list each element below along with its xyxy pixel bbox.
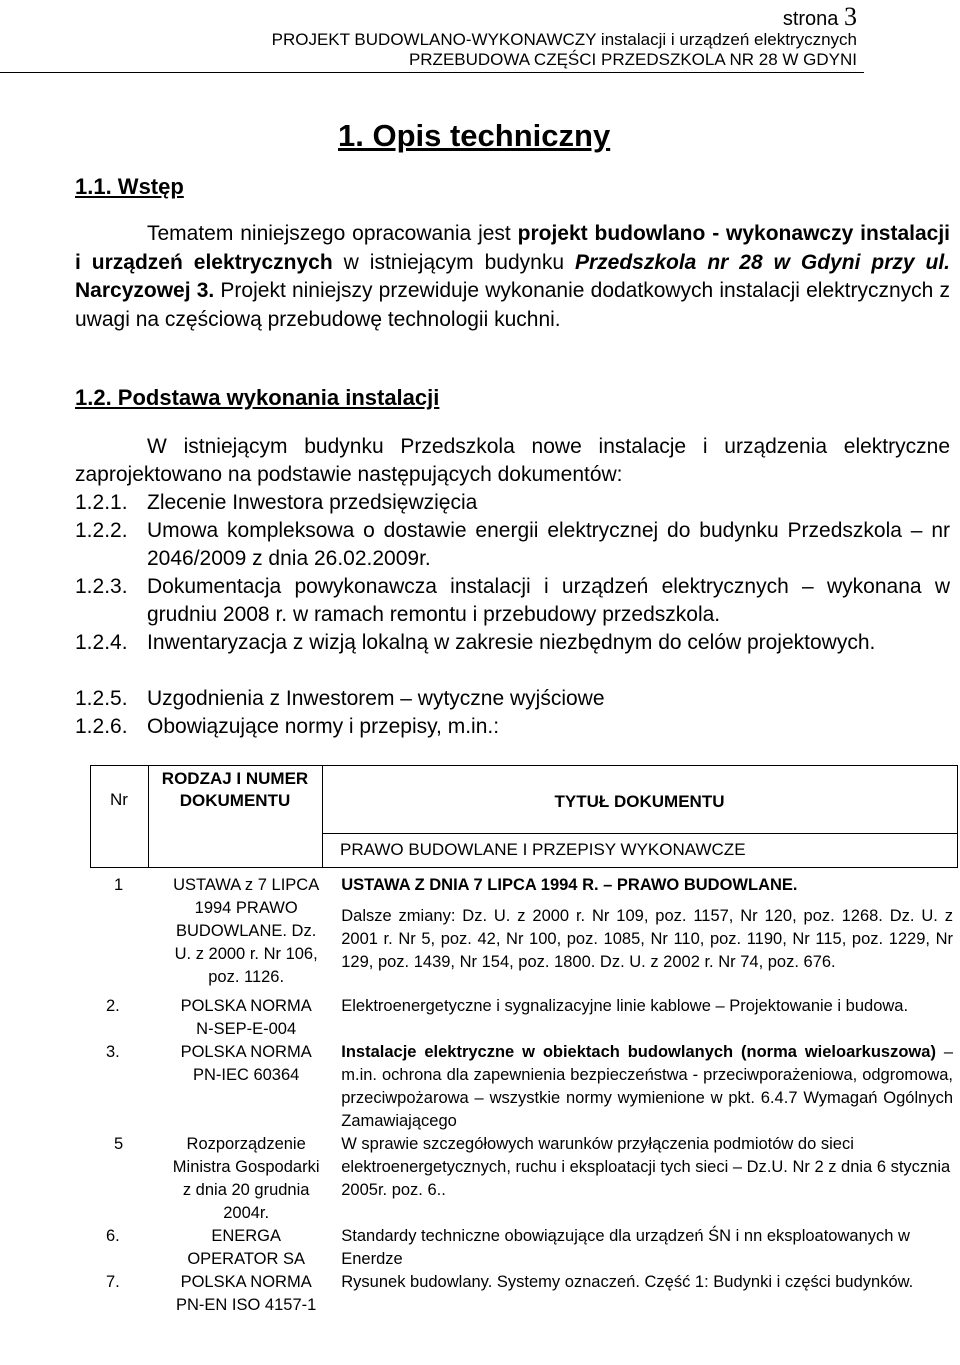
table-cell-kind: ENERGA OPERATOR SA [187,1227,305,1268]
table-row [90,1225,957,1271]
table-row [90,1133,957,1225]
list-item-text: Dokumentacja powykonawcza instalacji i urządzeń elektrycznych – wykonana w grudniu 2008 r. w ramach remontu i przebudowy przedszkola. [147,575,950,626]
table-border-left [90,765,91,867]
table-group-divider [322,833,957,834]
list-item-text: Umowa kompleksowa o dostawie energii elektrycznej do budynku Przedszkola – nr 2046/2009 z dnia 26.02.2009r. [147,519,950,570]
header-project-subtitle: PRZEBUDOWA CZĘŚCI PRZEDSZKOLA NR 28 W GDYNI [408,50,857,69]
page-number-value: 3 [844,2,857,31]
table-cell-title [325,874,957,995]
table-cell-nr: 3. [106,1043,120,1061]
header-project-title: PROJEKT BUDOWLANO-WYKONAWCZY instalacji i urządzeń elektrycznych [271,30,857,49]
list-item-number: 1.2.6. [75,715,128,738]
norms-table [90,874,957,1317]
table-col-divider [322,765,323,867]
page-number [783,2,857,32]
table-cell-title-bold: Instalacje elektryczne w obiektach budowlanych (norma wieloarkuszowa) [341,1043,936,1061]
table-header-divider [90,867,958,868]
table-group-label: PRAWO BUDOWLANE I PRZEPISY WYKONAWCZE [340,840,746,859]
table-cell-nr: 7. [106,1273,120,1291]
table-cell-title-text: Rysunek budowlany. Systemy oznaczeń. Część 1: Budynki i części budynków. [341,1273,914,1291]
table-border-top [90,765,958,766]
list-item-number: 1.2.3. [75,575,128,598]
list-item [75,517,950,573]
intro-text-bold-italic: Przedszkola nr 28 w Gdyni przy ul. [574,250,950,274]
intro-text-bold: projekt budowlano - wykonawczy instalacji i urządzeń elektrycznych [75,222,950,274]
table-header-title: TYTUŁ DOKUMENTU [554,792,725,811]
intro-text-bold-c: Narcyzowej 3. [75,279,215,302]
list-item-text: Obowiązujące normy i przepisy, m.in.: [147,715,500,738]
list-item-text: Zlecenie Inwestora przedsięwzięcia [147,491,478,514]
page-label: strona [782,8,839,30]
intro-text-b: w istniejącym budynku [332,250,575,274]
table-cell-title-text: Elektroenergetyczne i sygnalizacyjne linie kablowe – Projektowanie i budowa. [341,997,909,1015]
table-col-divider [148,765,149,867]
table-cell-kind: POLSKA NORMA PN-IEC 60364 [180,1043,312,1084]
table-cell-title [325,995,957,1041]
table-cell-title-text: – m.in. ochrona dla zapewnienia bezpieczeństwa - przeciwporażeniowa, odgromowa, przeciwpożarowa – wszystkie normy wymienione w pkt. 6.4.7 Wymagań Ogólnych Zamawiającego [341,1043,954,1130]
intro-text-c: Projekt niniejszy przewiduje wykonanie dodatkowych instalacji elektrycznych z uwagi na częściową przebudowę technologii kuchni. [75,279,950,331]
table-cell-nr: 2. [106,997,120,1015]
table-cell-kind: POLSKA NORMA PN-EN ISO 4157-1 [176,1273,317,1314]
table-row [90,874,957,995]
section-title: 1. Opis techniczny [338,118,611,153]
subsection-heading-intro: 1.1. Wstęp [75,174,184,199]
table-cell-nr: 6. [106,1227,120,1245]
list-item-text: Inwentaryzacja z wizją lokalną w zakresie niezbędnym do celów projektowych. [147,631,876,654]
list-item-number: 1.2.5. [75,687,128,710]
basis-intro-paragraph [75,433,950,489]
table-row [90,1271,957,1317]
table-cell-nr: 1 [114,876,124,894]
table-cell-kind: Rozporządzenie Ministra Gospodarki z dnia 20 grudnia 2004r. [172,1135,320,1222]
table-cell-title-text: W sprawie szczegółowych warunków przyłączenia podmiotów do sieci elektroenergetycznych, ruchu i eksploatacji tych sieci – Dz.U. Nr 2 z dnia 6 stycznia 2005r. poz. 6.. [341,1135,951,1199]
table-row [90,995,957,1041]
table-cell-title-bold: USTAWA Z DNIA 7 LIPCA 1994 R. – PRAWO BUDOWLANE. [341,876,798,894]
list-item [75,573,950,629]
list-item [75,713,950,741]
table-border-right [957,765,958,867]
table-cell-nr: 5 [114,1135,124,1153]
table-cell-title-text: Standardy techniczne obowiązujące dla urządzeń ŚN i nn eksploatowanych w Enerdze [341,1227,910,1268]
header-divider [0,72,864,73]
list-item [75,685,950,713]
basis-intro-text: W istniejącym budynku Przedszkola nowe instalacje i urządzenia elektryczne zaprojektowano na podstawie następujących dokumentów: [75,435,950,486]
table-header-kind: RODZAJ I NUMER DOKUMENTU [161,769,309,810]
list-item [75,489,950,517]
table-cell-title-text: Dalsze zmiany: Dz. U. z 2000 r. Nr 109, poz. 1157, Nr 120, poz. 1268. Dz. U. z 2001 r. Nr 5, poz. 42, Nr 100, poz. 1085, Nr 110, poz. 1190, Nr 115, poz. 1229, Nr 129, poz. 1439, Nr 154, poz. 1800. Dz. U. z 2002 r. Nr 74, poz. 676. [341,907,953,971]
intro-text-a: Tematem niniejszego opracowania jest [147,222,518,245]
list-item [75,629,950,657]
list-item-number: 1.2.1. [75,491,128,514]
table-cell-title [325,1041,957,1133]
table-header-nr: Nr [110,790,128,809]
table-row [90,1041,957,1133]
table-cell-title [325,1271,957,1317]
table-cell-title [325,1133,957,1225]
table-cell-kind: USTAWA z 7 LIPCA 1994 PRAWO BUDOWLANE. Dz. U. z 2000 r. Nr 106, poz. 1126. [173,876,320,986]
intro-paragraph [75,220,950,334]
list-item-text: Uzgodnienia z Inwestorem – wytyczne wyjściowe [147,687,605,710]
subsection-heading-basis: 1.2. Podstawa wykonania instalacji [75,385,440,410]
list-item-number: 1.2.4. [75,631,128,654]
table-cell-kind: POLSKA NORMA N-SEP-E-004 [180,997,312,1038]
table-cell-title [325,1225,957,1271]
list-item-number: 1.2.2. [75,519,128,542]
